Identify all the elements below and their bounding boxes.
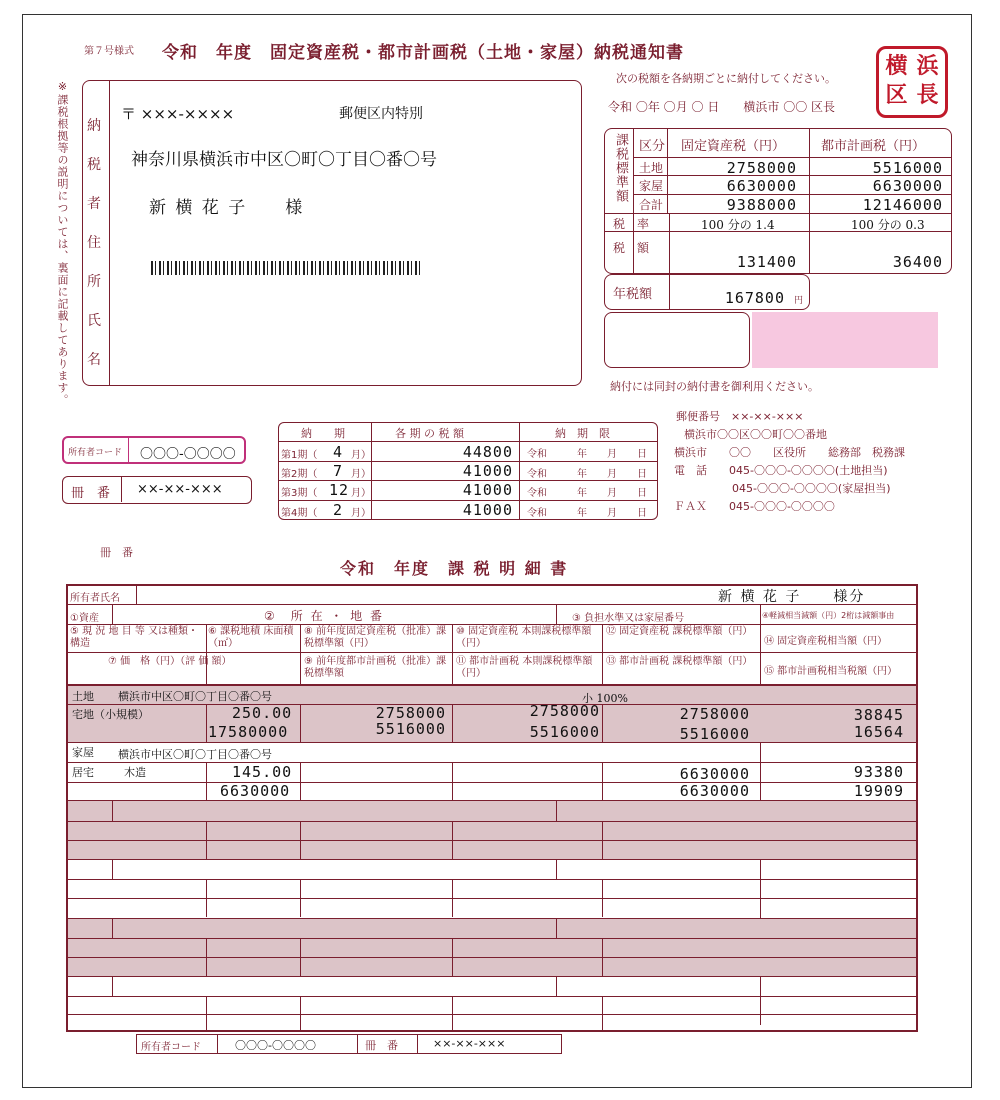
issue-date: 令和 〇年 〇月 〇 日 横浜市 〇〇 区長 <box>608 100 836 114</box>
book-label: 冊 番 <box>100 546 133 559</box>
tax-standard-table: 課税標準額 区分 固定資産税（円） 都市計画税（円） 土地 家屋 合計 2758000 6630000 9388000 5516000 6630000 12146000 税 率 100 分の 1.4 100 分の 0.3 税 額 131400 36400 <box>604 128 952 274</box>
mayor-seal: 横 浜 区 長 <box>876 46 948 118</box>
detail-table: 所有者氏名 新 横 花 子 様分 ①資産 ② 所 在 ・ 地 番 ③ 負担水準又は家屋番号 ④軽減相当減額（円）2桁は減額事由 ⑤ 現 況 地 目 等 又は種類・構造 ⑥ 課税地積 床面積（㎡） ⑧ 前年度固定資産税（批准）課税標準額（円） ⑩ 固定資産税 本則課税標準額（円） ⑫ 固定資産税 課税標準額（円） ⑭ 固定資産税相当額（円） ⑦ 価 格（円）（評 価 額） ⑨ 前年度都市計画税（批准）課税標準額 ⑪ 都市計画税 本則課税標準額（円） ⑬ 都市計画税 課税標準額（円） ⑮ 都市計画税相当税額（円） 土地 横浜市中区〇町〇丁目〇番〇号 小 100% 宅地（小規模） 250.00 17580000 2758000 5516000 2758000 5516000 2758000 5516000 38845 16564 家屋 横浜市中区〇町〇丁目〇番〇号 居宅 木造 145.00 6630000 6630000 6630000 93380 19909 <box>66 584 918 1032</box>
form-number: 第７号様式 <box>84 46 134 57</box>
payment-notice: 次の税額を各納期ごとに納付してください。 <box>616 72 836 85</box>
blank-box <box>604 312 750 368</box>
pink-area <box>752 312 938 368</box>
footer-code: 所有者コード 〇〇〇-〇〇〇〇 冊 番 ××-××-××× <box>136 1034 562 1054</box>
side-note: ※課税根拠等の説明については、裏面に記載してあります。 <box>56 80 69 406</box>
empty-block-1 <box>68 801 916 859</box>
detail-title: 令和 年度 課 税 明 細 書 <box>340 559 569 578</box>
document-title: 令和 年度 固定資産税・都市計画税（土地・家屋）納税通知書 <box>162 43 684 63</box>
recipient-name: 新 横 花 子 様 <box>149 198 305 218</box>
address-box <box>82 80 582 386</box>
contact-info: 郵便番号 ××-××-××× 横浜市〇〇区〇〇町〇〇番地 横浜市 〇〇 区役所 総務部 税務課 電 話 045-〇〇〇-〇〇〇〇(土地担当) 045-〇〇〇-〇〇〇〇(家屋担当) ＦＡＸ 045-〇〇〇-〇〇〇〇 <box>674 410 905 513</box>
deadline-column: 令和 年 月 日 令和 年 月 日 令和 年 月 日 令和 年 月 日 <box>527 449 647 519</box>
address-label: 納 税 者 住 所 氏 名 <box>87 118 101 368</box>
postal-code: 〒 ×××-×××× <box>121 105 235 123</box>
special-mail: 郵便区内特別 <box>339 106 423 122</box>
recipient-address: 神奈川県横浜市中区〇町〇丁目〇番〇号 <box>131 150 437 170</box>
barcode <box>151 261 423 275</box>
annual-tax: 年税額 167800 円 <box>604 274 810 310</box>
payment-periods: 納 期 各 期 の 税 額 納 期 限 第1期（ 4 月） 44800 第2期（ 7 月） 41000 第3期（ 12 月） 41000 第4期（ 2 月） 41000 令和 年 月 日 令和 年 月 日 令和 年 月 日 令和 年 月 日 <box>278 422 658 520</box>
empty-block-2 <box>68 918 916 976</box>
book-number: 冊 番 ××-××-××× <box>62 476 252 504</box>
attach-note: 納付には同封の納付書を御利用ください。 <box>610 380 819 393</box>
owner-code: 所有者コード 〇〇〇-〇〇〇〇 <box>62 436 246 464</box>
period-rows: 第1期（ 4 月） 44800 第2期（ 7 月） 41000 第3期（ 12 月） 41000 第4期（ 2 月） 41000 <box>281 443 513 519</box>
